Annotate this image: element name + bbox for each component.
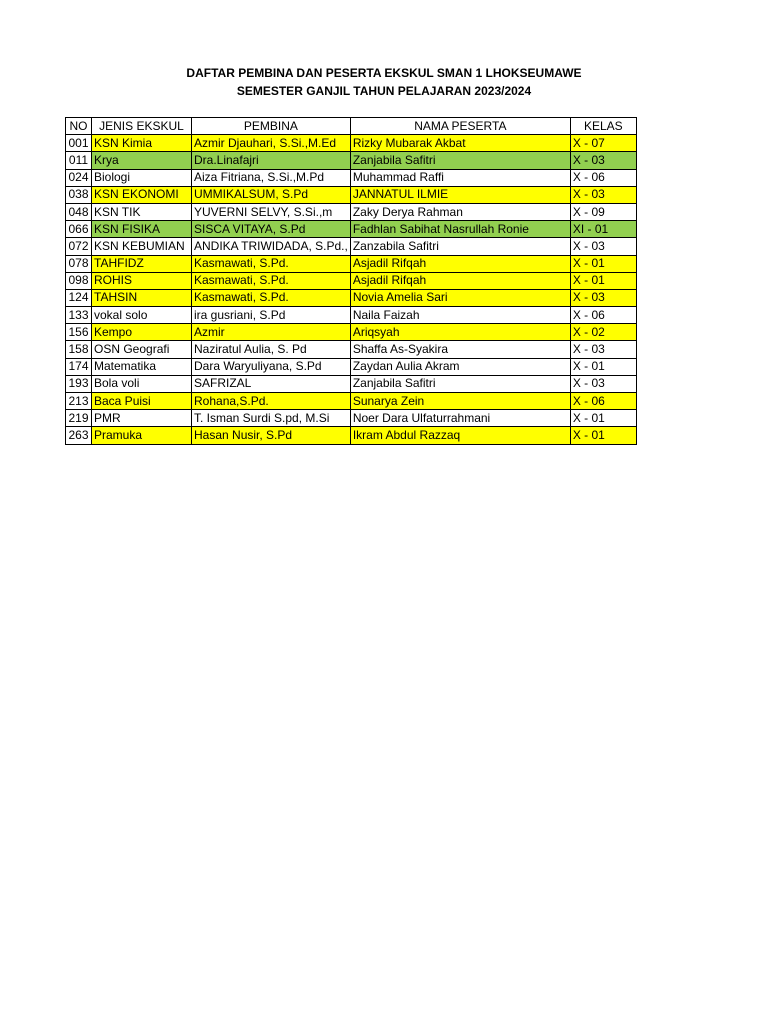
cell-nama-peserta: JANNATUL ILMIE <box>350 186 570 203</box>
cell-jenis-ekskul: TAHSIN <box>92 289 192 306</box>
title-line-2: SEMESTER GANJIL TAHUN PELAJARAN 2023/2024 <box>236 84 532 98</box>
cell-jenis-ekskul: KSN TIK <box>92 203 192 220</box>
cell-nama-peserta: Muhammad Raffi <box>350 169 570 186</box>
cell-no: 001 <box>66 135 92 152</box>
table-row <box>66 255 637 272</box>
cell-jenis-ekskul: KSN KEBUMIAN <box>92 238 192 255</box>
cell-kelas: X - 03 <box>570 238 636 255</box>
table-row <box>66 186 637 203</box>
cell-nama-peserta: Naila Faizah <box>350 307 570 324</box>
cell-pembina: Aiza Fitriana, S.Si.,M.Pd <box>192 169 351 186</box>
cell-kelas: X - 01 <box>570 410 636 427</box>
cell-jenis-ekskul: PMR <box>92 410 192 427</box>
cell-kelas: X - 03 <box>570 186 636 203</box>
cell-pembina: Naziratul Aulia, S. Pd <box>192 341 351 358</box>
cell-jenis-ekskul: KSN FISIKA <box>92 221 192 238</box>
cell-no: 011 <box>66 152 92 169</box>
table-row <box>66 393 637 410</box>
cell-pembina: Azmir <box>192 324 351 341</box>
cell-nama-peserta: Ariqsyah <box>350 324 570 341</box>
cell-kelas: X - 09 <box>570 203 636 220</box>
cell-jenis-ekskul: Bola voli <box>92 375 192 392</box>
table-row <box>66 358 637 375</box>
cell-nama-peserta: Fadhlan Sabihat Nasrullah Ronie <box>350 221 570 238</box>
cell-pembina: SAFRIZAL <box>192 375 351 392</box>
cell-kelas: X - 01 <box>570 272 636 289</box>
cell-pembina: Rohana,S.Pd. <box>192 393 351 410</box>
cell-kelas: X - 03 <box>570 152 636 169</box>
cell-nama-peserta: Novia Amelia Sari <box>350 289 570 306</box>
cell-jenis-ekskul: Pramuka <box>92 427 192 444</box>
title-line-1: DAFTAR PEMBINA DAN PESERTA EKSKUL SMAN 1 LHOKSEUMAWE <box>186 66 582 80</box>
cell-nama-peserta: Zanjabila Safitri <box>350 152 570 169</box>
cell-nama-peserta: Rizky Mubarak Akbat <box>350 135 570 152</box>
cell-jenis-ekskul: OSN Geografi <box>92 341 192 358</box>
cell-nama-peserta: Sunarya Zein <box>350 393 570 410</box>
cell-kelas: X - 01 <box>570 255 636 272</box>
table-row <box>66 152 637 169</box>
table-row <box>66 324 637 341</box>
cell-nama-peserta: Shaffa As-Syakira <box>350 341 570 358</box>
table-row <box>66 410 637 427</box>
cell-pembina: Kasmawati, S.Pd. <box>192 289 351 306</box>
cell-pembina: Azmir Djauhari, S.Si.,M.Ed <box>192 135 351 152</box>
cell-jenis-ekskul: Krya <box>92 152 192 169</box>
cell-kelas: X - 06 <box>570 393 636 410</box>
cell-no: 263 <box>66 427 92 444</box>
cell-kelas: X - 03 <box>570 289 636 306</box>
roster-table <box>65 117 637 445</box>
header-nama-peserta: NAMA PESERTA <box>350 118 570 135</box>
table-row <box>66 135 637 152</box>
cell-no: 219 <box>66 410 92 427</box>
table-header-row <box>66 118 637 135</box>
table-row <box>66 307 637 324</box>
header-pembina: PEMBINA <box>192 118 351 135</box>
cell-no: 038 <box>66 186 92 203</box>
cell-kelas: X - 06 <box>570 169 636 186</box>
cell-no: 213 <box>66 393 92 410</box>
cell-nama-peserta: Ikram Abdul Razzaq <box>350 427 570 444</box>
header-jenis-ekskul: JENIS EKSKUL <box>92 118 192 135</box>
cell-nama-peserta: Asjadil Rifqah <box>350 255 570 272</box>
cell-pembina: SISCA VITAYA, S.Pd <box>192 221 351 238</box>
cell-no: 048 <box>66 203 92 220</box>
cell-pembina: Hasan Nusir, S.Pd <box>192 427 351 444</box>
cell-kelas: X - 01 <box>570 427 636 444</box>
cell-no: 193 <box>66 375 92 392</box>
table-row <box>66 221 637 238</box>
table-row <box>66 427 637 444</box>
cell-no: 158 <box>66 341 92 358</box>
cell-nama-peserta: Noer Dara Ulfaturrahmani <box>350 410 570 427</box>
table-row <box>66 203 637 220</box>
cell-pembina: ira gusriani, S.Pd <box>192 307 351 324</box>
cell-nama-peserta: Asjadil Rifqah <box>350 272 570 289</box>
cell-kelas: X - 02 <box>570 324 636 341</box>
table-row <box>66 238 637 255</box>
cell-jenis-ekskul: Baca Puisi <box>92 393 192 410</box>
cell-pembina: ANDIKA TRIWIDADA, S.Pd., <box>192 238 351 255</box>
cell-kelas: X - 03 <box>570 341 636 358</box>
cell-jenis-ekskul: KSN Kimia <box>92 135 192 152</box>
cell-pembina: Dara Waryuliyana, S.Pd <box>192 358 351 375</box>
cell-pembina: Kasmawati, S.Pd. <box>192 255 351 272</box>
cell-no: 098 <box>66 272 92 289</box>
cell-no: 066 <box>66 221 92 238</box>
header-kelas: KELAS <box>570 118 636 135</box>
cell-kelas: X - 01 <box>570 358 636 375</box>
cell-no: 133 <box>66 307 92 324</box>
cell-no: 124 <box>66 289 92 306</box>
cell-pembina: YUVERNI SELVY, S.Si.,m <box>192 203 351 220</box>
cell-nama-peserta: Zaky Derya Rahman <box>350 203 570 220</box>
cell-pembina: Kasmawati, S.Pd. <box>192 272 351 289</box>
cell-kelas: X - 03 <box>570 375 636 392</box>
cell-jenis-ekskul: TAHFIDZ <box>92 255 192 272</box>
cell-jenis-ekskul: Biologi <box>92 169 192 186</box>
cell-pembina: T. Isman Surdi S.pd, M.Si <box>192 410 351 427</box>
cell-jenis-ekskul: Kempo <box>92 324 192 341</box>
cell-no: 072 <box>66 238 92 255</box>
header-no: NO <box>66 118 92 135</box>
cell-jenis-ekskul: ROHIS <box>92 272 192 289</box>
cell-no: 078 <box>66 255 92 272</box>
table-row <box>66 289 637 306</box>
cell-no: 156 <box>66 324 92 341</box>
cell-jenis-ekskul: KSN EKONOMI <box>92 186 192 203</box>
document-title <box>0 64 768 100</box>
cell-no: 024 <box>66 169 92 186</box>
cell-pembina: UMMIKALSUM, S.Pd <box>192 186 351 203</box>
cell-jenis-ekskul: vokal solo <box>92 307 192 324</box>
cell-no: 174 <box>66 358 92 375</box>
cell-kelas: X - 07 <box>570 135 636 152</box>
cell-kelas: X - 06 <box>570 307 636 324</box>
table-row <box>66 272 637 289</box>
table-row <box>66 341 637 358</box>
cell-nama-peserta: Zanzabila Safitri <box>350 238 570 255</box>
cell-nama-peserta: Zanjabila Safitri <box>350 375 570 392</box>
cell-pembina: Dra.Linafajri <box>192 152 351 169</box>
cell-nama-peserta: Zaydan Aulia Akram <box>350 358 570 375</box>
table-row <box>66 375 637 392</box>
cell-jenis-ekskul: Matematika <box>92 358 192 375</box>
cell-kelas: XI - 01 <box>570 221 636 238</box>
table-row <box>66 169 637 186</box>
